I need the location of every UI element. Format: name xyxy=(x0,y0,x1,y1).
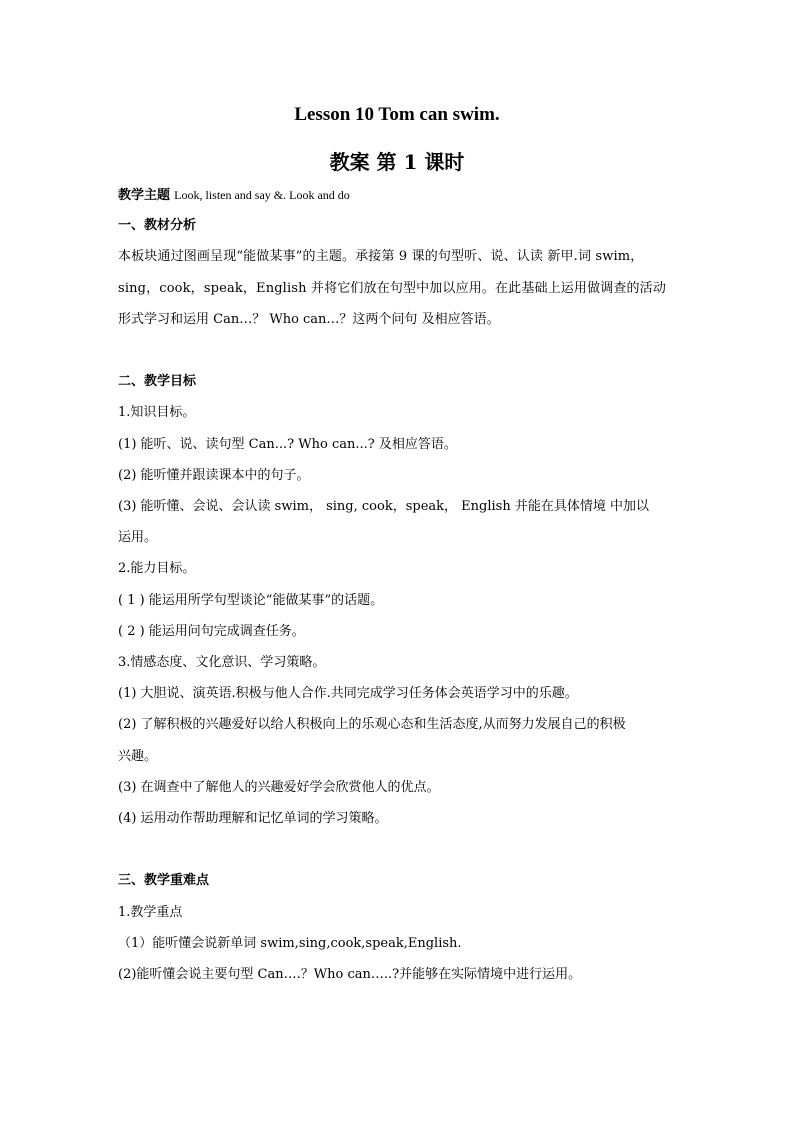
section1-heading: 一、教材分析 xyxy=(118,218,197,233)
section1-line: sing，cook，speak，English 并将它们放在句型中加以应用。在此基础上运用做调查的活动 xyxy=(118,281,666,296)
section2-line: (2) 能听懂并跟读课本中的句子。 xyxy=(118,468,310,483)
section2-line: (4) 运用动作帮助理解和记忆单词的学习策略。 xyxy=(118,811,388,826)
section3-line: 1.教学重点 xyxy=(118,905,183,920)
section2-line: (1) 大胆说、演英语.积极与他人合作.共同完成学习任务体会英语学习中的乐趣。 xyxy=(118,686,578,701)
topic-line xyxy=(118,186,680,205)
section2-line: 兴趣。 xyxy=(118,749,158,764)
section2-heading: 二、教学目标 xyxy=(118,374,197,389)
section2-line: 2.能力目标。 xyxy=(118,561,196,576)
section3-line: （1）能听懂会说新单词 swim,sing,cook,speak,English. xyxy=(118,936,462,951)
section2-line: (3) 在调查中了解他人的兴趣爱好学会欣赏他人的优点。 xyxy=(118,780,440,795)
section1-line: 本板块通过图画呈现“能做某事”的主题。承接第 9 课的句型听、说、认读 新甲.词 swim， xyxy=(118,249,644,264)
lesson-subtitle: 教案 第 1 课时 xyxy=(329,150,465,174)
section3-heading: 三、教学重难点 xyxy=(118,873,210,888)
lesson-title: Lesson 10 Tom can swim. xyxy=(294,104,500,125)
topic-label: 教学主题 xyxy=(118,188,171,203)
section2-line: (1) 能听、说、读句型 Can...? Who can...? 及相应答语。 xyxy=(118,437,457,452)
section1-line: 形式学习和运用 Can…？ Who can…？这两个问句 及相应答语。 xyxy=(118,312,500,327)
topic-value: Look, listen and say &. Look and do xyxy=(174,188,350,202)
section2-line: ( 2 ) 能运用问句完成调查任务。 xyxy=(118,624,305,639)
section3-line: (2)能听懂会说主要句型 Can….？Who can…..?并能够在实际情境中进行运用。 xyxy=(118,967,582,982)
section2-line: (2) 了解积极的兴趣爱好以给人积极向上的乐观心态和生活态度,从而努力发展自己的积极 xyxy=(118,717,626,732)
section2-line: (3) 能听懂、会说、会认读 swim， sing, cook，speak， English 并能在具体情境 中加以 xyxy=(118,499,649,514)
section2-line: 1.知识目标。 xyxy=(118,405,196,420)
section2-line: 3.情感态度、文化意识、学习策略。 xyxy=(118,655,326,670)
section2-line: ( 1 ) 能运用所学句型谈论“能做某事”的话题。 xyxy=(118,593,384,608)
section2-line: 运用。 xyxy=(118,530,158,545)
